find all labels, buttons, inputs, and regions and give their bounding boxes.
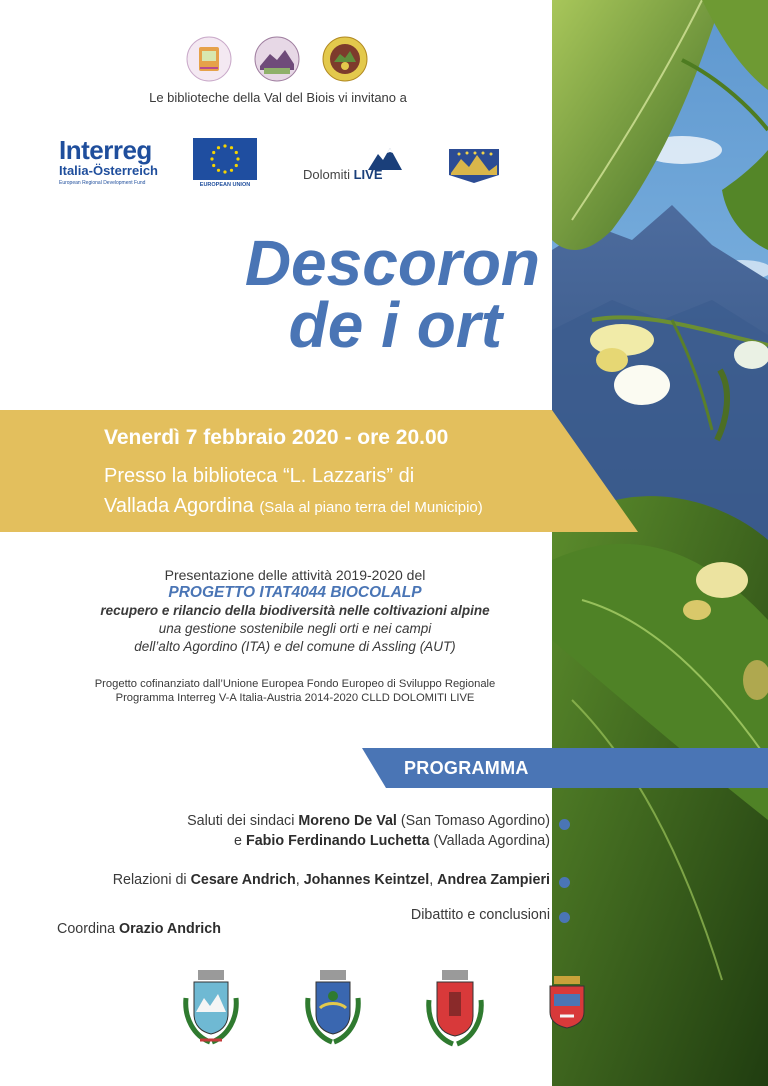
alto-bellunese-emblem-icon [445,145,503,187]
eu-flag-icon [193,138,257,180]
invite-text: Le biblioteche della Val del Biois vi invitano a [149,90,407,105]
item1-name1: Moreno De Val [298,813,397,829]
item4-name: Orazio Andrich [119,921,221,937]
item2-sep1: , [295,872,304,888]
library-logo-1-icon [186,36,232,82]
dolomiti-word: Dolomiti [303,167,350,182]
item2-prefix: Relazioni di [112,872,191,888]
program-item-1-line-1 [187,813,550,829]
project-subtitle: recupero e rilancio della biodiversità nelle coltivazioni alpine [100,603,490,618]
coat-of-arms-2-icon [302,968,364,1048]
bean-flower-photo [552,0,768,1086]
eu-logo [193,138,257,188]
program-item-3: Dibattito e conclusioni [410,907,550,923]
dolomiti-live-logo [303,148,408,184]
program-item-4 [57,921,221,937]
dolomiti-live-word: LIVE [353,167,383,182]
item2-name2: Johannes Keintzel [303,872,430,888]
coat-of-arms-4-icon [546,976,588,1030]
event-title [0,227,540,361]
program-item-2 [113,872,550,888]
bullet-dot-icon [559,819,570,830]
title-line-1: Descoron [244,227,540,299]
item1-place1: (San Tomaso Agordino) [396,813,550,829]
coat-of-arms-3-icon [425,968,485,1050]
item2-name1: Cesare Andrich [190,872,296,888]
library-logo-2-icon [254,36,300,82]
library-logo-3-icon [322,36,368,82]
interreg-brand: Interreg [59,135,152,165]
alto-bellunese-logo [445,145,503,187]
item2-sep2: , [429,872,438,888]
project-name: PROGETTO ITAT4044 BIOCOLALP [168,584,422,601]
interreg-logo [59,137,158,186]
cofinancing-line-2: Programma Interreg V-A Italia-Austria 2014-2020 CLLD DOLOMITI LIVE [115,692,475,704]
cofinancing-line-1: Progetto cofinanziato dall’Unione Europea Fondo Europeo di Sviluppo Regionale [94,678,496,690]
eu-label: EUROPEAN UNION [199,182,251,188]
item1-prefix: Saluti dei sindaci [187,813,299,829]
programma-heading: PROGRAMMA [404,758,529,778]
bullet-dot-icon [559,912,570,923]
coat-of-arms-1-icon [180,968,242,1048]
event-place-line-1: Presso la biblioteca “L. Lazzaris” di [104,465,415,487]
item1-name2: Fabio Ferdinando Luchetta [245,833,430,849]
presentation-block [0,566,590,656]
item1-place2: (Vallada Agordina) [429,833,550,849]
item4-prefix: Coordina [57,921,119,937]
cofinancing-note [0,677,590,705]
item2-name3: Andrea Zampieri [437,872,550,888]
interreg-fund: European Regional Development Fund [59,180,146,186]
bullet-dot-icon [559,877,570,888]
event-place-town: Vallada Agordina [104,495,254,517]
municipal-logos [186,36,368,82]
event-place-line-2 [104,495,483,518]
program-item-1-line-2 [234,833,550,849]
interreg-sub: Italia-Österreich [59,163,158,178]
event-date: Venerdì 7 febbraio 2020 - ore 20.00 [104,426,449,449]
presentation-intro: Presentazione delle attività 2019-2020 del [164,567,426,583]
project-line-4: dell’alto Agordino (ITA) e del comune di Assling (AUT) [134,639,456,654]
title-line-2: de i ort [288,289,502,361]
item1-conj: e [234,833,246,849]
event-place-note: (Sala al piano terra del Municipio) [259,499,483,516]
project-line-3: una gestione sostenibile negli orti e nei campi [158,621,432,636]
